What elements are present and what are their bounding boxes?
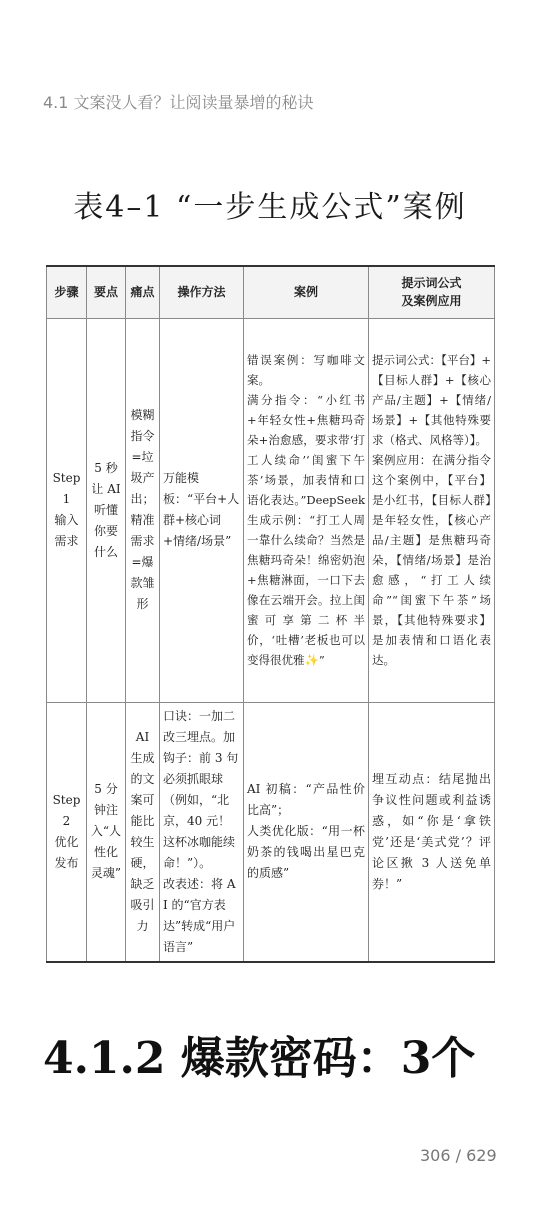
step-cell: Step2 优化 发布 bbox=[47, 702, 87, 962]
section-heading: 4.1.2 爆款密码：3个 bbox=[43, 1033, 476, 1084]
case-table bbox=[46, 265, 495, 963]
column-header-step: 步骤 bbox=[47, 266, 87, 318]
pain-point-cell: AI 生成的文案可能比较生硬，缺乏吸引力 bbox=[126, 702, 160, 962]
method-cell: 口诀：一加二改三埋点。加钩子：前 3 句必须抓眼球（例如，“北京，40 元！这杯冰咖能续命！”）。 改表述：将 AI 的“官方表达”转成“用户语言” bbox=[160, 702, 244, 962]
column-header-pain-point: 痛点 bbox=[126, 266, 160, 318]
table-title: 表4–1 “一步生成公式”案例 bbox=[73, 190, 467, 225]
column-header-case: 案例 bbox=[244, 266, 369, 318]
table-row bbox=[47, 702, 495, 962]
pain-point-cell: 模糊指令=垃圾产出；精准需求=爆款雏形 bbox=[126, 318, 160, 702]
prompt-cell: 提示词公式：【平台】+【目标人群】+【核心产品/主题】+【情绪/场景】+【其他特殊要求（格式、风格等）】。 案例应用：在满分指令这个案例中，【平台】是小红书，【目标人群】是年轻女性，【核心产品/主题】是焦糖玛奇朵，【情绪/场景】是治愈感，“打工人续命”“闺蜜下午茶”场景，【其他特殊要求】是加表情和口语化表达。 bbox=[369, 318, 495, 702]
step-cell: Step1 输入 需求 bbox=[47, 318, 87, 702]
key-point-cell: 5 分钟注入“人性化灵魂” bbox=[87, 702, 126, 962]
chapter-header: 4.1 文案没人看？让阅读量暴增的秘诀 bbox=[43, 93, 314, 112]
case-cell: AI 初稿：“产品性价比高”； 人类优化版：“用一杯奶茶的钱喝出星巴克的质感” bbox=[244, 702, 369, 962]
page-indicator: 306 / 629 bbox=[420, 1146, 497, 1165]
prompt-cell: 埋互动点：结尾抛出争议性问题或利益诱惑，如“你是‘拿铁党’还是‘美式党’？评论区揪 3 人送免单券！” bbox=[369, 702, 495, 962]
method-cell: 万能模板：“平台+人群+核心词+情绪/场景” bbox=[160, 318, 244, 702]
key-point-cell: 5 秒让 AI 听懂你要什么 bbox=[87, 318, 126, 702]
column-header-key-point: 要点 bbox=[87, 266, 126, 318]
column-header-method: 操作方法 bbox=[160, 266, 244, 318]
case-cell: 错误案例：写咖啡文案。 满分指令：“小红书+年轻女性+焦糖玛奇朵+治愈感，要求带‘打工人续命’‘闺蜜下午茶’场景，加表情和口语化表达。”DeepSeek 生成示例：“打工人周一靠什么续命？当然是焦糖玛奇朵！绵密奶泡+焦糖淋面，一口下去像在云端开会。拉上闺蜜可享第二杯半价，‘吐槽’老板也可以变得很优雅✨” bbox=[244, 318, 369, 702]
table-row bbox=[47, 318, 495, 702]
column-header-prompt-formula: 提示词公式 及案例应用 bbox=[369, 266, 495, 318]
